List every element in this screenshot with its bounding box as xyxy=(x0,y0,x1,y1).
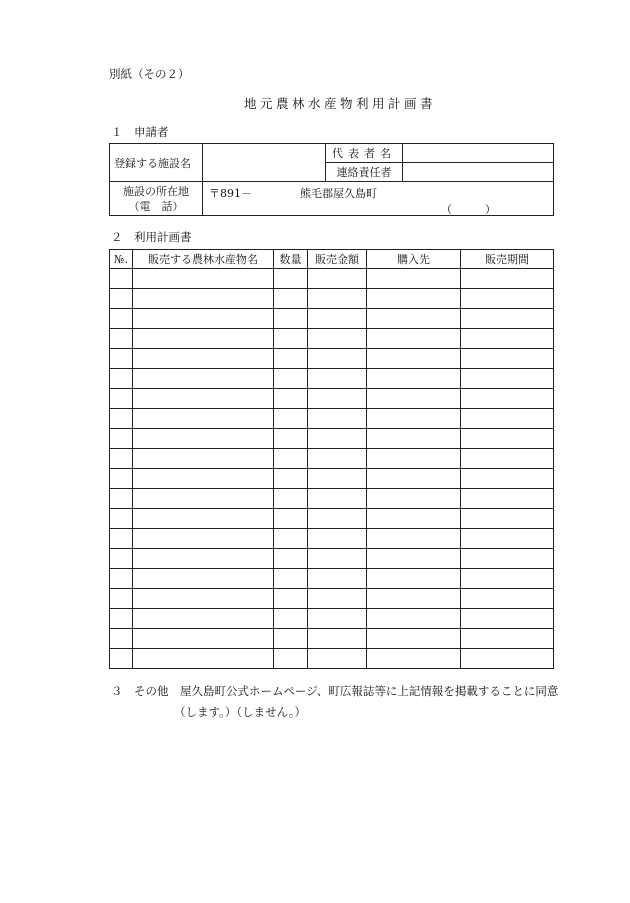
table-cell[interactable] xyxy=(308,409,367,429)
table-cell[interactable] xyxy=(133,469,274,489)
table-cell[interactable] xyxy=(461,309,554,329)
table-cell[interactable] xyxy=(110,309,133,329)
town-name: 熊毛郡屋久島町 xyxy=(300,187,377,200)
table-cell[interactable] xyxy=(274,549,308,569)
column-header-period: 販売期間 xyxy=(461,250,554,269)
table-row xyxy=(110,429,554,449)
contact-person-field[interactable] xyxy=(403,163,554,182)
table-cell[interactable] xyxy=(133,589,274,609)
table-cell[interactable] xyxy=(308,469,367,489)
table-row xyxy=(110,569,554,589)
table-cell[interactable] xyxy=(133,309,274,329)
table-cell[interactable] xyxy=(274,329,308,349)
table-cell[interactable] xyxy=(461,289,554,309)
table-cell[interactable] xyxy=(133,349,274,369)
table-row xyxy=(110,369,554,389)
table-cell[interactable] xyxy=(367,549,461,569)
table-cell[interactable] xyxy=(133,569,274,589)
table-cell[interactable] xyxy=(367,329,461,349)
table-row xyxy=(110,309,554,329)
table-cell[interactable] xyxy=(367,289,461,309)
table-cell[interactable] xyxy=(133,629,274,649)
table-cell[interactable] xyxy=(274,349,308,369)
table-cell[interactable] xyxy=(367,489,461,509)
table-cell[interactable] xyxy=(110,409,133,429)
table-cell[interactable] xyxy=(461,269,554,289)
postal-mark: 〒891－ xyxy=(209,187,252,200)
table-cell[interactable] xyxy=(367,569,461,589)
address-label-cell xyxy=(110,182,203,216)
table-cell[interactable] xyxy=(308,349,367,369)
table-cell[interactable] xyxy=(133,609,274,629)
facility-name-field[interactable] xyxy=(203,144,326,182)
column-header-product: 販売する農林水産物名 xyxy=(133,250,274,269)
table-cell[interactable] xyxy=(274,529,308,549)
table-header-row xyxy=(110,250,554,269)
table-cell[interactable] xyxy=(367,409,461,429)
table-cell[interactable] xyxy=(110,589,133,609)
address-label: 施設の所在地 xyxy=(123,184,189,198)
consent-text: 屋久島町公式ホームページ、町広報誌等に上記情報を掲載することに同意 xyxy=(180,684,559,698)
table-cell[interactable] xyxy=(110,509,133,529)
table-cell[interactable] xyxy=(308,449,367,469)
table-row xyxy=(110,629,554,649)
table-cell[interactable] xyxy=(367,389,461,409)
table-cell[interactable] xyxy=(308,289,367,309)
table-cell[interactable] xyxy=(367,369,461,389)
table-cell[interactable] xyxy=(461,429,554,449)
table-cell[interactable] xyxy=(274,489,308,509)
table-cell[interactable] xyxy=(308,329,367,349)
table-cell[interactable] xyxy=(461,449,554,469)
section1-heading: １ 申請者 xyxy=(111,125,169,139)
table-cell[interactable] xyxy=(308,629,367,649)
table-cell[interactable] xyxy=(461,569,554,589)
table-cell[interactable] xyxy=(274,649,308,669)
table-cell[interactable] xyxy=(461,609,554,629)
table-cell[interactable] xyxy=(133,429,274,449)
table-cell[interactable] xyxy=(461,549,554,569)
table-cell[interactable] xyxy=(308,309,367,329)
table-cell[interactable] xyxy=(367,509,461,529)
table-cell[interactable] xyxy=(367,589,461,609)
usage-plan-table xyxy=(109,249,554,669)
table-cell[interactable] xyxy=(308,529,367,549)
table-cell[interactable] xyxy=(308,269,367,289)
table-row xyxy=(110,349,554,369)
table-row xyxy=(110,509,554,529)
table-cell[interactable] xyxy=(133,369,274,389)
table-cell[interactable] xyxy=(367,629,461,649)
table-cell[interactable] xyxy=(274,369,308,389)
table-cell[interactable] xyxy=(110,389,133,409)
table-cell[interactable] xyxy=(308,609,367,629)
table-cell[interactable] xyxy=(308,369,367,389)
table-cell[interactable] xyxy=(110,569,133,589)
table-cell[interactable] xyxy=(367,609,461,629)
table-cell[interactable] xyxy=(308,649,367,669)
table-cell[interactable] xyxy=(367,309,461,329)
table-cell[interactable] xyxy=(461,369,554,389)
table-cell[interactable] xyxy=(110,349,133,369)
table-cell[interactable] xyxy=(367,529,461,549)
table-cell[interactable] xyxy=(133,329,274,349)
table-cell[interactable] xyxy=(461,629,554,649)
table-cell[interactable] xyxy=(110,369,133,389)
table-cell[interactable] xyxy=(274,589,308,609)
table-cell[interactable] xyxy=(133,269,274,289)
table-row xyxy=(110,649,554,669)
table-cell[interactable] xyxy=(274,409,308,429)
table-row xyxy=(110,529,554,549)
table-cell[interactable] xyxy=(461,589,554,609)
facility-name-label: 登録する施設名 xyxy=(110,144,203,182)
table-row xyxy=(110,609,554,629)
representative-label: 代表者名 xyxy=(326,144,403,163)
section2-heading: ２ 利用計画書 xyxy=(111,230,192,244)
table-cell[interactable] xyxy=(274,429,308,449)
contact-person-label: 連絡責任者 xyxy=(326,163,403,182)
section3-heading: ３ その他 xyxy=(111,684,169,698)
table-cell[interactable] xyxy=(461,389,554,409)
table-cell[interactable] xyxy=(133,489,274,509)
table-cell[interactable] xyxy=(110,609,133,629)
table-cell[interactable] xyxy=(133,389,274,409)
table-cell[interactable] xyxy=(274,309,308,329)
table-cell[interactable] xyxy=(274,269,308,289)
table-cell[interactable] xyxy=(274,629,308,649)
table-cell[interactable] xyxy=(133,649,274,669)
column-header-no: №. xyxy=(110,250,133,269)
table-cell[interactable] xyxy=(110,629,133,649)
table-cell[interactable] xyxy=(274,609,308,629)
table-row xyxy=(110,329,554,349)
column-header-amount: 販売金額 xyxy=(308,250,367,269)
table-cell[interactable] xyxy=(133,529,274,549)
address-field[interactable] xyxy=(203,182,554,216)
table-cell[interactable] xyxy=(133,509,274,529)
table-cell[interactable] xyxy=(110,469,133,489)
representative-field[interactable] xyxy=(403,144,554,163)
consent-options: （します。）（しません。） xyxy=(174,705,307,719)
table-cell[interactable] xyxy=(461,469,554,489)
table-cell[interactable] xyxy=(110,329,133,349)
table-cell[interactable] xyxy=(461,529,554,549)
table-row xyxy=(110,589,554,609)
table-cell[interactable] xyxy=(274,509,308,529)
table-cell[interactable] xyxy=(110,289,133,309)
table-cell[interactable] xyxy=(461,409,554,429)
table-cell[interactable] xyxy=(308,509,367,529)
table-row xyxy=(110,389,554,409)
table-row xyxy=(110,289,554,309)
table-cell[interactable] xyxy=(367,429,461,449)
table-cell[interactable] xyxy=(274,289,308,309)
table-cell[interactable] xyxy=(308,589,367,609)
applicant-table xyxy=(109,143,554,216)
table-cell[interactable] xyxy=(461,509,554,529)
table-cell[interactable] xyxy=(133,409,274,429)
table-cell[interactable] xyxy=(274,469,308,489)
phone-parentheses: （ ） xyxy=(441,203,496,216)
table-cell[interactable] xyxy=(308,429,367,449)
table-cell[interactable] xyxy=(133,449,274,469)
table-cell[interactable] xyxy=(274,449,308,469)
table-row xyxy=(110,409,554,429)
table-cell[interactable] xyxy=(274,389,308,409)
table-row xyxy=(110,549,554,569)
document-title: 地元農林水産物利用計画書 xyxy=(244,96,437,111)
table-row xyxy=(110,489,554,509)
table-cell[interactable] xyxy=(461,489,554,509)
table-cell[interactable] xyxy=(110,489,133,509)
phone-label: （電 話） xyxy=(128,199,184,213)
column-header-quantity: 数量 xyxy=(274,250,308,269)
column-header-supplier: 購入先 xyxy=(367,250,461,269)
table-cell[interactable] xyxy=(367,349,461,369)
table-cell[interactable] xyxy=(461,349,554,369)
table-cell[interactable] xyxy=(110,549,133,569)
table-cell[interactable] xyxy=(110,529,133,549)
attachment-label: 別紙（その２） xyxy=(109,67,190,81)
table-cell[interactable] xyxy=(274,569,308,589)
table-cell[interactable] xyxy=(308,549,367,569)
table-cell[interactable] xyxy=(133,549,274,569)
table-cell[interactable] xyxy=(110,649,133,669)
table-row xyxy=(110,469,554,489)
table-cell[interactable] xyxy=(461,329,554,349)
table-cell[interactable] xyxy=(367,269,461,289)
table-cell[interactable] xyxy=(110,449,133,469)
table-cell[interactable] xyxy=(308,389,367,409)
table-cell[interactable] xyxy=(461,649,554,669)
table-cell[interactable] xyxy=(110,269,133,289)
table-cell[interactable] xyxy=(308,489,367,509)
table-cell[interactable] xyxy=(308,569,367,589)
table-cell[interactable] xyxy=(110,429,133,449)
table-cell[interactable] xyxy=(367,469,461,489)
table-row xyxy=(110,449,554,469)
table-cell[interactable] xyxy=(367,649,461,669)
table-cell[interactable] xyxy=(133,289,274,309)
table-row xyxy=(110,269,554,289)
table-cell[interactable] xyxy=(367,449,461,469)
